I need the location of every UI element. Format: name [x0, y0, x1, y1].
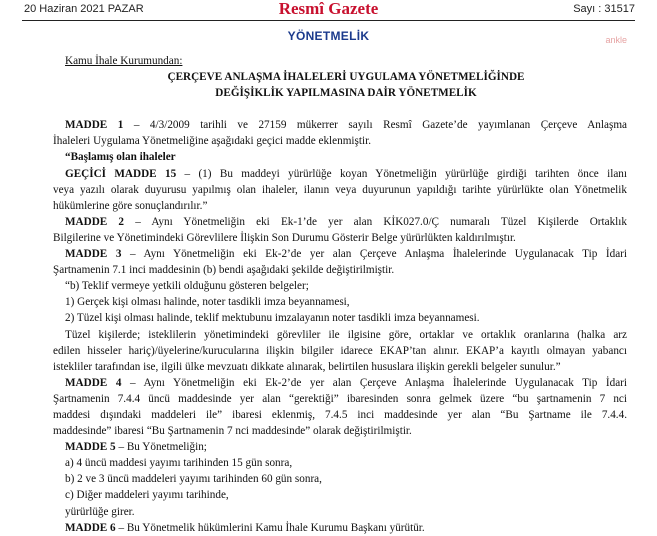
- article-3-line1: MADDE 3 – Aynı Yönetmeliğin eki Ek-2’de yer alan Çerçeve Anlaşma İhalelerinde Uygulanacak Tip İdari: [65, 248, 627, 261]
- provisional-article-15-line3: hükümlerine göre sonuçlandırılır.”: [53, 199, 208, 212]
- regulation-title-line1: ÇERÇEVE ANLAŞMA İHALELERİ UYGULAMA YÖNETMELİĞİNDE: [167, 71, 525, 84]
- gazette-header: [0, 0, 657, 22]
- article-3-quote-1: 1) Gerçek kişi olması halinde, noter tasdikli imza beyannamesi,: [65, 296, 350, 309]
- article-5-item-a: a) 4 üncü maddesi yayımı tarihinden 15 gün sonra,: [65, 457, 293, 470]
- article-2-label: MADDE 2: [65, 215, 125, 228]
- article-5-item-b: b) 2 ve 3 üncü maddeleri yayımı tarihinden 60 gün sonra,: [65, 473, 322, 486]
- article-4-line3: maddesi dışındaki maddeleri ile” ibaresi eklenmiş, 7.4.5 inci maddesinde yer alan “Bu Şartname ile 7.4.4.: [53, 408, 627, 421]
- regulation-body: [53, 53, 627, 536]
- gazette-title: Resmî Gazete: [278, 0, 379, 18]
- quoted-heading: “Başlamış olan ihaleler: [65, 151, 176, 164]
- article-5-label: MADDE 5: [65, 441, 116, 454]
- article-1-label: MADDE 1: [65, 119, 124, 132]
- section-heading: YÖNETMELİK: [287, 29, 370, 43]
- article-5-item-c: c) Diğer maddeleri yayımı tarihinde,: [65, 489, 229, 502]
- article-3-quote-2: 2) Tüzel kişi olması halinde, teklif mektubunu imzalayanın noter tasdikli imza beyannamesi.: [65, 312, 480, 325]
- article-3-para-line2: edilen hisseler hariç)/üyelerine/kurucularına ilişkin bilgiler idarece EKAP’tan alınır. EKAP’a kayıtlı olmayan yabancı: [53, 344, 627, 357]
- article-1-line2: İhaleleri Uygulama Yönetmeliğine aşağıdaki geçici madde eklenmiştir.: [53, 135, 372, 148]
- article-1-line1: MADDE 1 – 4/3/2009 tarihli ve 27159 mükerrer sayılı Resmî Gazete’de yayımlanan Çerçeve Anlaşma: [65, 119, 627, 132]
- article-3-label: MADDE 3: [65, 248, 122, 261]
- regulation-title-line2: DEĞİŞİKLİK YAPILMASINA DAİR YÖNETMELİK: [215, 87, 477, 100]
- issuing-authority: Kamu İhale Kurumundan:: [65, 55, 183, 67]
- article-2-line2: Bilgilerine ve Yönetimindeki Görevlilere İlişkin Son Durumu Gösterir Belge yürürlükten kaldırılmıştır.: [53, 231, 516, 244]
- article-6-label: MADDE 6: [65, 521, 116, 534]
- article-4-line1: MADDE 4 – Aynı Yönetmeliğin eki Ek-2’de yer alan Çerçeve Anlaşma İhalelerinde Uygulanacak Tip İdari: [65, 376, 627, 389]
- article-6-line1: MADDE 6 – Bu Yönetmelik hükümlerini Kamu İhale Kurumu Başkanı yürütür.: [65, 521, 425, 534]
- article-5-closing: yürürlüğe girer.: [65, 505, 135, 518]
- watermark: ankle: [605, 35, 627, 45]
- provisional-article-15-label: GEÇİCİ MADDE 15: [65, 167, 177, 180]
- article-3-line2: Şartnamenin 7.1 inci maddesinin (b) bendi aşağıdaki şekilde değiştirilmiştir.: [53, 264, 395, 277]
- article-3-para-line1: Tüzel kişilerde; isteklilerin yönetimindeki görevliler ile ilgisine göre, ortaklar ve ortaklık oranlarına (halka arz: [65, 328, 627, 341]
- header-divider: [22, 20, 635, 21]
- issue-number: Sayı : 31517: [573, 3, 635, 15]
- issue-date: 20 Haziran 2021 PAZAR: [24, 3, 144, 15]
- article-5-line1: MADDE 5 – Bu Yönetmeliğin;: [65, 441, 207, 454]
- article-4-label: MADDE 4: [65, 376, 122, 389]
- provisional-article-15-line2: veya yazılı olarak duyurusu yapılmış olan ihaleler, ilanın veya duyurunun yapıldığı tarihte yürürlükte olan Yönetmelik: [53, 183, 627, 196]
- article-3-para-line3: istekliler tarafından ise, ilgili ülke mevzuatı dikkate alınarak, belirtilen hususlara ilişkin gerekli belgeler sunulur.”: [53, 360, 561, 373]
- article-4-line4: maddesinde” ibaresi “Bu Şartnamenin 7 nci maddesinde” olarak değiştirilmiştir.: [53, 425, 412, 438]
- article-2-line1: MADDE 2 – Aynı Yönetmeliğin eki Ek-1’de yer alan KİK027.0/Ç numaralı Tüzel Kişilerde Ortaklık: [65, 215, 627, 228]
- article-3-quote-b: “b) Teklif vermeye yetkili olduğunu gösteren belgeler;: [65, 280, 309, 293]
- article-4-line2: Şartnamenin 7.4.4 üncü maddesinde yer alan “gerektiği” ibaresinden sonra gelmek üzere “bu şartnamenin 7 nci: [53, 392, 627, 405]
- provisional-article-15-line1: GEÇİCİ MADDE 15 – (1) Bu maddeyi yürürlüğe koyan Yönetmeliğin yürürlüğe girdiği tarihten önce ilanı: [65, 167, 627, 180]
